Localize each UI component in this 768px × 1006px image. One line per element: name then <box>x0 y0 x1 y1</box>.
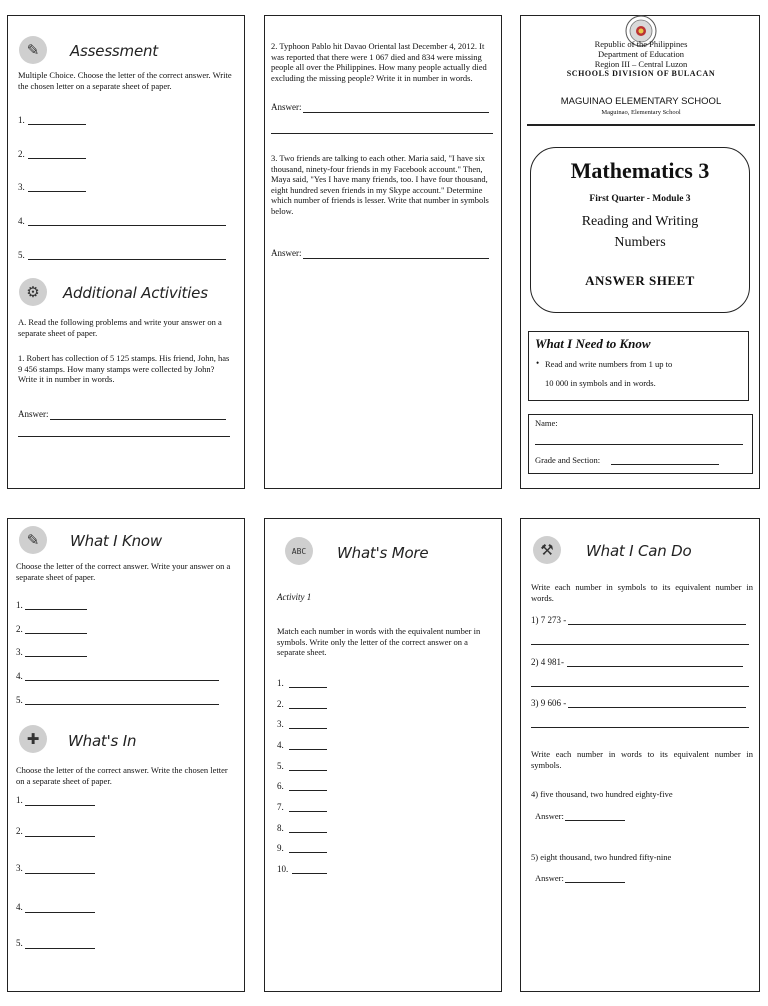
puzzle-icon: ✚ <box>19 725 47 753</box>
answer-line[interactable] <box>289 852 327 853</box>
more-item-1: 1. <box>277 678 284 688</box>
know-item-1: 1. <box>16 600 23 610</box>
answer-label: Answer: <box>271 102 302 112</box>
know-item-4: 4. <box>16 671 23 681</box>
answer-line[interactable] <box>567 666 743 667</box>
problem-3: 3. Two friends are talking to each other. Maria said, "I have six thousand, ninety-four friends in my Facebook account." Then, Maya said, "Yes I have many friends, too. I have four thousand, eight hundred seven friends in my Skype account." Determine which number of friends is lesser. Write that number in symbols below. <box>271 153 489 216</box>
whatsin-item-3: 3. <box>16 863 23 873</box>
answer-line[interactable] <box>25 633 87 634</box>
cando-instructions-2: Write each number in words to its equivalent number in symbols. <box>531 749 753 770</box>
problem-2: 2. Typhoon Pablo hit Davao Oriental last December 4, 2012. It was reported that there were 1 067 died and 834 were missing people all over the Philippines. How many people actually died excluding the missing people? Write it in number in words. <box>271 41 487 83</box>
assessment-item-1: 1. <box>18 115 25 125</box>
answer-line[interactable] <box>25 836 95 837</box>
cover-line2: Department of Education <box>598 49 684 59</box>
answer-line[interactable] <box>289 749 327 750</box>
answer-line[interactable] <box>289 811 327 812</box>
assessment-panel <box>7 15 245 489</box>
grade-field[interactable] <box>611 464 719 465</box>
topic-line1: Reading and Writing <box>581 214 699 229</box>
answer-label: Answer: <box>271 248 302 258</box>
cando-q4: 4) five thousand, two hundred eighty-five <box>531 789 673 799</box>
answer-line[interactable] <box>28 191 86 192</box>
name-box <box>528 414 753 474</box>
answer-line[interactable] <box>25 704 219 705</box>
answer-line[interactable] <box>531 686 749 687</box>
assessment-item-5: 5. <box>18 250 25 260</box>
know-panel <box>7 518 245 992</box>
answer-line[interactable] <box>531 644 749 645</box>
name-field[interactable] <box>535 444 743 445</box>
pencil-icon: ✎ <box>19 526 47 554</box>
more-item-2: 2. <box>277 699 284 709</box>
answer-label: Answer: <box>535 873 564 883</box>
assessment-title: Assessment <box>70 42 158 60</box>
gears-icon: ⚙ <box>19 278 47 306</box>
answer-line[interactable] <box>531 727 749 728</box>
answer-line[interactable] <box>568 707 746 708</box>
answer-line[interactable] <box>25 912 95 913</box>
know-instructions: Choose the letter of the correct answer. Write your answer on a separate sheet of paper. <box>16 561 231 582</box>
whatsin-item-2: 2. <box>16 826 23 836</box>
grade-label: Grade and Section: <box>535 455 601 465</box>
answer-label: Answer: <box>535 811 564 821</box>
need-bullet-1: Read and write numbers from 1 up to <box>545 359 673 369</box>
assessment-item-4: 4. <box>18 216 25 226</box>
answer-line[interactable] <box>25 873 95 874</box>
cover-line1: Republic of the Philippines <box>594 39 688 49</box>
more-item-8: 8. <box>277 823 284 833</box>
know-item-3: 3. <box>16 647 23 657</box>
additional-title: Additional Activities <box>63 284 208 302</box>
name-label: Name: <box>535 418 558 428</box>
abc-blocks-icon: ABC <box>285 537 313 565</box>
answer-label: Answer: <box>18 409 49 419</box>
more-panel <box>264 518 502 992</box>
more-item-6: 6. <box>277 781 284 791</box>
tools-icon: ⚒ <box>533 536 561 564</box>
answer-line[interactable] <box>289 770 327 771</box>
answer-line[interactable] <box>28 158 86 159</box>
problems-panel <box>264 15 502 489</box>
more-item-7: 7. <box>277 802 284 812</box>
cando-q3: 3) 9 606 - <box>531 698 567 708</box>
answer-line[interactable] <box>289 708 327 709</box>
whatsin-item-1: 1. <box>16 795 23 805</box>
whatsin-instructions: Choose the letter of the correct answer. Write the chosen letter on a separate sheet of paper. <box>16 765 228 786</box>
answer-line[interactable] <box>565 820 625 821</box>
know-item-5: 5. <box>16 695 23 705</box>
whatsin-item-5: 5. <box>16 938 23 948</box>
answer-line[interactable] <box>292 873 327 874</box>
answer-line[interactable] <box>25 609 87 610</box>
answer-line[interactable] <box>25 680 219 681</box>
topic-line2: Numbers <box>614 235 666 250</box>
activity-label: Activity 1 <box>277 592 312 602</box>
know-item-2: 2. <box>16 624 23 634</box>
school-sub: Maguinao, Elementary School <box>601 109 681 116</box>
answer-line[interactable] <box>28 124 86 125</box>
division-name: SCHOOLS DIVISION OF BULACAN <box>566 69 716 78</box>
title-box <box>530 147 750 313</box>
answer-line[interactable] <box>25 948 95 949</box>
cando-q1: 1) 7 273 - <box>531 615 567 625</box>
problem-1: 1. Robert has collection of 5 125 stamps. His friend, John, has 9 456 stamps. How many stamps were collected by John? Write it in number in words. <box>18 353 230 384</box>
answer-line[interactable] <box>289 687 327 688</box>
know-title: What I Know <box>70 532 162 550</box>
more-item-3: 3. <box>277 719 284 729</box>
answer-line[interactable] <box>271 133 493 134</box>
cando-q5: 5) eight thousand, two hundred fifty-nine <box>531 852 672 862</box>
need-to-know-box <box>528 331 749 401</box>
cando-instructions-1: Write each number in symbols to its equivalent number in words. <box>531 582 753 603</box>
cando-title: What I Can Do <box>586 542 692 560</box>
answer-line[interactable] <box>303 112 489 113</box>
cando-q2: 2) 4 981- <box>531 657 564 667</box>
quarter-label: First Quarter - Module 3 <box>589 194 691 204</box>
answer-line[interactable] <box>18 436 230 437</box>
answer-line[interactable] <box>289 728 327 729</box>
answer-line[interactable] <box>50 419 226 420</box>
subject-title: Mathematics 3 <box>570 158 710 183</box>
answer-line[interactable] <box>25 805 95 806</box>
more-item-5: 5. <box>277 761 284 771</box>
answer-line[interactable] <box>289 832 327 833</box>
whatsin-title: What's In <box>68 732 137 750</box>
school-name: MAGUINAO ELEMENTARY SCHOOL <box>560 96 722 107</box>
answer-line[interactable] <box>25 656 87 657</box>
answer-line[interactable] <box>28 225 226 226</box>
assessment-item-2: 2. <box>18 149 25 159</box>
header-rule <box>527 124 755 126</box>
answer-line[interactable] <box>303 258 489 259</box>
more-item-4: 4. <box>277 740 284 750</box>
pencil-icon: ✎ <box>19 36 47 64</box>
answer-line[interactable] <box>568 624 746 625</box>
answer-line[interactable] <box>565 882 625 883</box>
more-item-9: 9. <box>277 843 284 853</box>
assessment-instructions: Multiple Choice. Choose the letter of the correct answer. Write the chosen letter on a separate sheet of paper. <box>18 70 232 91</box>
assessment-item-3: 3. <box>18 182 25 192</box>
answer-line[interactable] <box>289 790 327 791</box>
more-title: What's More <box>337 544 429 562</box>
more-item-10: 10. <box>277 864 289 874</box>
answer-line[interactable] <box>28 259 226 260</box>
cover-line3: Region III – Central Luzon <box>594 59 688 69</box>
more-instructions: Match each number in words with the equivalent number in symbols. Write only the letter of the correct answer on a separate sheet. <box>277 626 481 657</box>
cover-panel <box>520 15 760 489</box>
additional-instructions: A. Read the following problems and write your answer on a separate sheet of paper. <box>18 317 222 338</box>
whatsin-item-4: 4. <box>16 902 23 912</box>
need-bullet-2: 10 000 in symbols and in words. <box>545 378 656 388</box>
answer-sheet-label: ANSWER SHEET <box>585 273 695 288</box>
need-to-know-title: What I Need to Know <box>535 336 651 351</box>
cando-panel <box>520 518 760 992</box>
bullet-icon: • <box>536 358 540 368</box>
